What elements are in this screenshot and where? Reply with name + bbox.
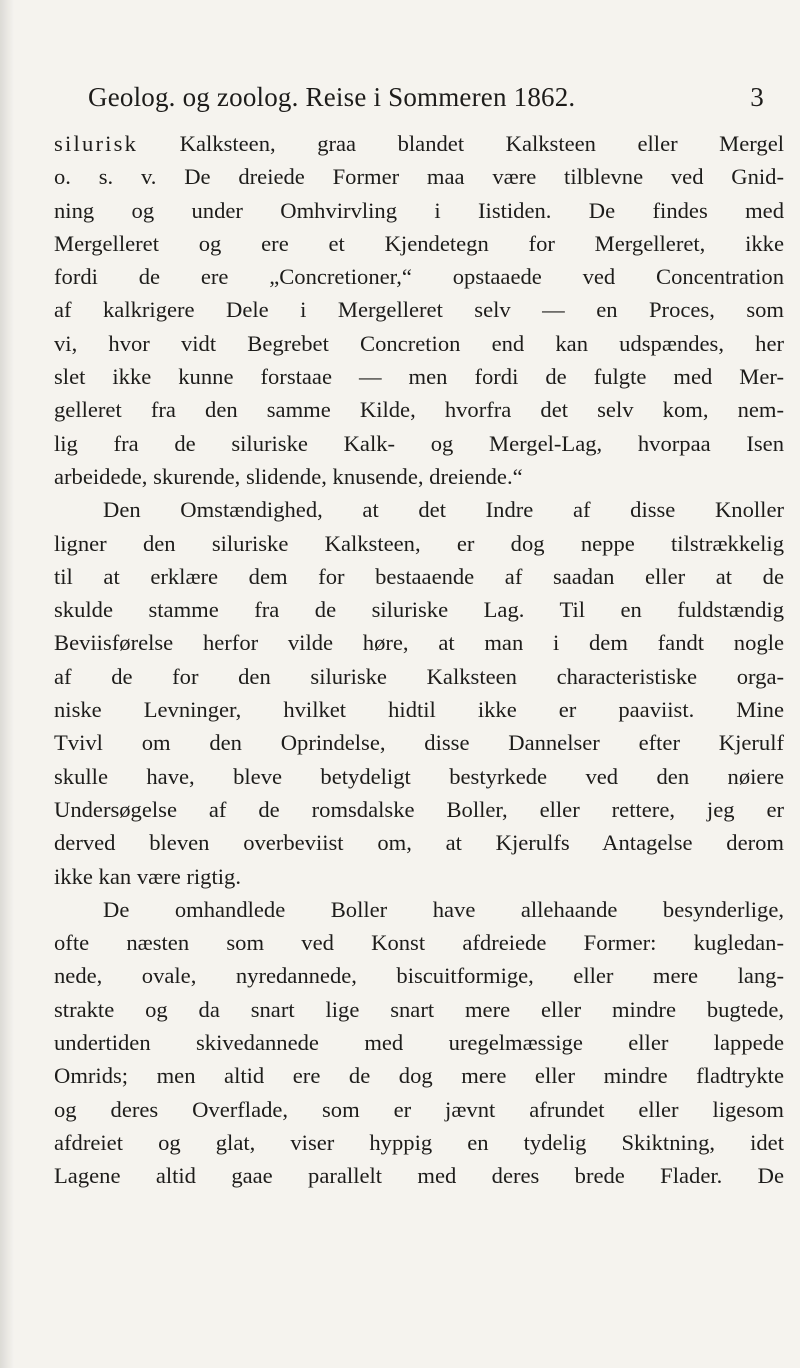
text-line [54, 1093, 784, 1126]
text-line [54, 593, 784, 626]
text-line [54, 160, 784, 193]
text-line [54, 560, 784, 593]
text-run: undertiden skivedannede med uregelmæssige eller lappede [54, 1030, 784, 1056]
text-line [54, 260, 784, 293]
text-line [54, 626, 784, 659]
text-run: strakte og da snart lige snart mere eller mindre bugtede, [54, 996, 784, 1022]
text-run: skulle have, bleve betydeligt bestyrkede ved den nøiere [54, 763, 784, 789]
text-run: De omhandlede Boller have allehaande besynderlige, [103, 896, 784, 922]
text-line [54, 1026, 784, 1059]
text-line [54, 194, 784, 227]
text-line [54, 826, 784, 859]
text-line [54, 527, 784, 560]
running-head-title: Geolog. og zoolog. Reise i Sommeren 1862. [88, 82, 576, 112]
text-line [54, 860, 784, 893]
text-run: fordi de ere „Concretioner,“ opstaaede ved Concentration [54, 264, 784, 290]
text-run: Mergelleret og ere et Kjendetegn for Mergelleret, ikke [54, 230, 784, 256]
text-line [54, 926, 784, 959]
text-line [54, 1059, 784, 1092]
text-run: ikke kan være rigtig. [54, 863, 241, 889]
text-line [54, 1159, 784, 1192]
text-run: slet ikke kunne forstaae — men fordi de fulgte med Mer- [54, 364, 784, 390]
text-line [54, 360, 784, 393]
text-run: og deres Overflade, som er jævnt afrundet eller ligesom [54, 1096, 784, 1122]
text-line [54, 726, 784, 759]
text-run: nede, ovale, nyredannede, biscuitformige, eller mere lang- [54, 963, 784, 989]
text-run: arbeidede, skurende, slidende, knusende, dreiende.“ [54, 463, 523, 489]
text-run: gelleret fra den samme Kilde, hvorfra det selv kom, nem- [54, 397, 784, 423]
spaced-word: silurisk [54, 131, 139, 156]
text-run: afdreiet og glat, viser hyppig en tydelig Skiktning, idet [54, 1129, 784, 1155]
text-run: Den Omstændighed, at det Indre af disse Knoller [103, 497, 784, 523]
text-run: skulde stamme fra de siluriske Lag. Til en fuldstændig [54, 597, 784, 623]
text-run: lig fra de siluriske Kalk- og Mergel-Lag, hvorpaa Isen [54, 430, 784, 456]
text-run: ofte næsten som ved Konst afdreiede Former: kugledan- [54, 930, 784, 956]
text-line [54, 127, 784, 160]
text-line [54, 327, 784, 360]
text-run: af de for den siluriske Kalksteen characteristiske orga- [54, 663, 784, 689]
text-line [54, 293, 784, 326]
text-run: Tvivl om den Oprindelse, disse Dannelser efter Kjerulf [54, 730, 784, 756]
text-line [54, 493, 784, 526]
text-run: Kalksteen, graa blandet Kalksteen eller Mergel [138, 131, 784, 156]
body-text [54, 127, 784, 1193]
text-line [54, 959, 784, 992]
text-line [54, 427, 784, 460]
text-run: vi, hvor vidt Begrebet Concretion end kan udspændes, her [54, 330, 784, 356]
text-run: Beviisførelse herfor vilde høre, at man i dem fandt nogle [54, 630, 784, 656]
text-run: ning og under Omhvirvling i Iistiden. De findes med [54, 197, 784, 223]
text-line [54, 693, 784, 726]
text-run: Undersøgelse af de romsdalske Boller, eller rettere, jeg er [54, 796, 784, 822]
text-line [54, 393, 784, 426]
text-run: Omrids; men altid ere de dog mere eller mindre fladtrykte [54, 1063, 784, 1089]
text-line [54, 227, 784, 260]
text-run: Lagene altid gaae parallelt med deres brede Flader. De [54, 1163, 784, 1189]
text-line [54, 660, 784, 693]
text-run: til at erklære dem for bestaaende af saadan eller at de [54, 563, 784, 589]
page-spine-shadow [0, 0, 14, 1368]
text-run: o. s. v. De dreiede Former maa være tilblevne ved Gnid- [54, 164, 784, 190]
text-line [54, 460, 784, 493]
text-run: derved bleven overbeviist om, at Kjerulfs Antagelse derom [54, 830, 784, 856]
text-line [54, 993, 784, 1026]
text-line [54, 893, 784, 926]
running-head [88, 82, 764, 122]
text-run: af kalkrigere Dele i Mergelleret selv — en Proces, som [54, 297, 784, 323]
text-line [54, 1126, 784, 1159]
text-run: niske Levninger, hvilket hidtil ikke er paaviist. Mine [54, 697, 784, 723]
text-line [54, 793, 784, 826]
text-run: ligner den siluriske Kalksteen, er dog neppe tilstrækkelig [54, 530, 784, 556]
page-number: 3 [750, 82, 764, 112]
text-line [54, 760, 784, 793]
